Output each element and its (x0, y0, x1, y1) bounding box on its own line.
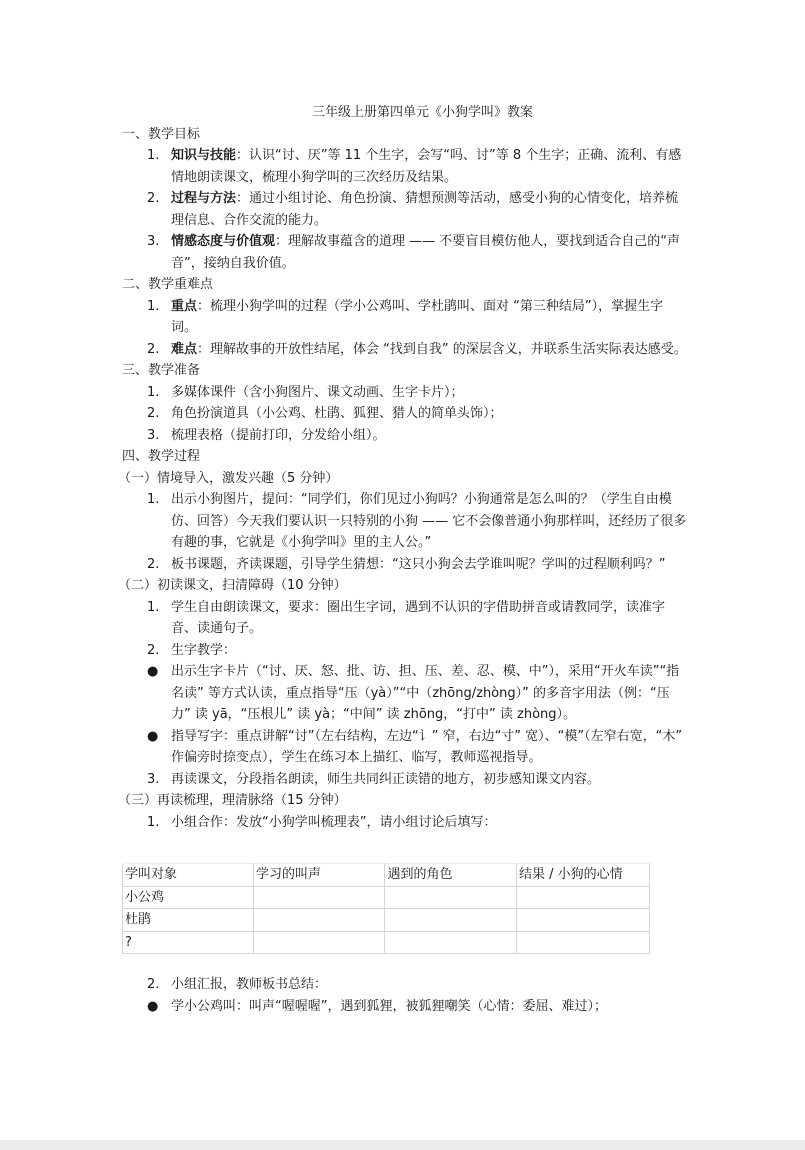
item-text: 板书课题，齐读课题，引导学生猜想：“这只小狗会去学谁叫呢？学叫的过程顺利吗？” (171, 556, 666, 572)
item-label: 难点 (171, 341, 198, 357)
table-row (123, 886, 650, 909)
item-text: 生字教学： (171, 642, 237, 658)
list-item (122, 489, 687, 554)
item-text: ：通过小组讨论、角色扮演、猜想预测等活动，感受小狗的心情变化，培养梳理信息、合作交流的能力。 (171, 191, 679, 228)
bullet-icon: ● (147, 998, 159, 1014)
list-number: 2. (147, 191, 160, 206)
table-row (123, 909, 650, 932)
item-text: 多媒体课件（含小狗图片、课文动画、生字卡片）； (171, 384, 464, 400)
summary-table (122, 863, 650, 954)
table-cell (253, 886, 384, 909)
list-item (122, 597, 687, 640)
list-item (122, 145, 687, 188)
item-label: 情感态度与价值观 (171, 234, 276, 249)
item-text: 小组合作：发放“小狗学叫梳理表”，请小组讨论后填写： (171, 814, 497, 830)
subsection-heading-second-reading: （三）再读梳理，理清脉络（15 分钟） (118, 793, 347, 808)
list-item (122, 231, 687, 274)
list-number: 2. (147, 977, 160, 992)
table-cell (385, 909, 516, 932)
list-number: 1. (147, 384, 160, 400)
list-number: 1. (147, 148, 160, 163)
list-item (122, 812, 687, 834)
list-number: 1. (147, 814, 160, 830)
table-cell (516, 909, 649, 932)
list-item (122, 554, 687, 576)
table-cell (385, 931, 516, 954)
item-label: 重点 (171, 298, 198, 314)
list-number: 1. (147, 599, 160, 615)
table-header-cell: 学习的叫声 (253, 864, 384, 887)
item-text: ：认识“讨、厌”等 11 个生字，会写“吗、讨”等 8 个生字；正确、流利、有感情地朗读课文，梳理小狗学叫的三次经历及结果。 (171, 148, 682, 185)
second-reading-list (122, 812, 687, 834)
section-heading-process: 四、教学过程 (122, 449, 201, 464)
first-reading-list (122, 597, 687, 791)
table-cell (253, 931, 384, 954)
item-text: ：理解故事蕴含的道理 —— 不要盲目模仿他人，要找到适合自己的“声音”，接纳自我价值。 (171, 234, 681, 271)
list-number: 3. (147, 771, 160, 787)
list-number: 3. (147, 234, 160, 249)
bullet-icon: ● (147, 728, 159, 744)
item-text: 角色扮演道具（小公鸡、杜鹃、狐狸、猎人的简单头饰）； (171, 406, 503, 421)
list-number: 3. (147, 427, 160, 443)
item-label: 过程与方法 (171, 191, 237, 206)
table-header-row (123, 864, 650, 887)
document-content (118, 102, 687, 1017)
table-cell: ? (123, 931, 254, 954)
table-header-cell: 结果 / 小狗的心情 (516, 864, 649, 887)
table-cell: 小公鸡 (123, 886, 254, 909)
table-cell (385, 886, 516, 909)
list-number: 1. (147, 492, 160, 507)
list-number: 2. (147, 642, 160, 658)
objectives-list (122, 145, 687, 274)
document-title: 三年级上册第四单元《小狗学叫》教案 (311, 105, 533, 120)
section-heading-objectives: 一、教学目标 (122, 126, 201, 142)
list-item (122, 974, 687, 996)
list-number: 2. (147, 341, 160, 357)
item-text: ：梳理小狗学叫的过程（学小公鸡叫、学杜鹃叫、面对 “第三种结局”），掌握生字词。 (171, 298, 664, 335)
intro-list (122, 489, 687, 575)
list-item (122, 640, 687, 662)
bullet-icon: ● (147, 664, 159, 679)
item-text: 指导写字：重点讲解“讨”（左右结构，左边“讠” 窄，右边“寸” 宽）、“模”（左窄右宽，“木” 作偏旁时捺变点），学生在练习本上描红、临写，教师巡视指导。 (171, 728, 683, 765)
table-cell (516, 931, 649, 954)
item-text: 小组汇报，教师板书总结： (171, 977, 328, 992)
table-header-cell: 学叫对象 (123, 864, 254, 887)
section-heading-preparation: 三、教学准备 (122, 363, 201, 378)
table-cell (516, 886, 649, 909)
table-cell (253, 909, 384, 932)
preparation-list (122, 382, 687, 447)
bullet-item (122, 661, 687, 726)
item-text: 出示生字卡片（“讨、厌、怒、批、访、担、压、差、忍、模、中”），采用“开火车读”“指名读” 等方式认读，重点指导“压（yà）”“中（zhōng/zhòng）” 的多音字用法（例：“压力” 读 yā，“压根儿” 读 yà；“中间” 读 zhōng，“打中” 读 zhòng）。 (171, 664, 680, 722)
key-points-list (122, 296, 687, 361)
list-item (122, 425, 687, 447)
item-text: 出示小狗图片，提问：“同学们，你们见过小狗吗？小狗通常是怎么叫的？（学生自由模仿、回答）今天我们要认识一只特别的小狗 —— 它不会像普通小狗那样叫，还经历了很多有趣的事，它就是《小狗学叫》里的主人公。” (171, 492, 687, 550)
list-number: 2. (147, 556, 160, 572)
item-text: 再读课文，分段指名朗读，师生共同纠正读错的地方，初步感知课文内容。 (171, 771, 601, 787)
list-item (122, 339, 687, 361)
table-cell: 杜鹃 (123, 909, 254, 932)
item-text: ：理解故事的开放性结尾，体会 “找到自我” 的深层含义，并联系生活实际表达感受。 (197, 341, 687, 357)
bullet-item (122, 726, 687, 769)
list-item (122, 188, 687, 231)
list-number: 2. (147, 406, 160, 421)
bullet-item (122, 996, 687, 1018)
summary-list (122, 974, 687, 1017)
item-label: 知识与技能 (171, 148, 237, 163)
section-heading-key-points: 二、教学重难点 (122, 277, 214, 292)
item-text: 梳理表格（提前打印，分发给小组）。 (171, 427, 386, 443)
subsection-heading-intro: （一）情境导入，激发兴趣（5 分钟） (118, 470, 339, 486)
list-item (122, 296, 687, 339)
list-item (122, 382, 687, 404)
list-number: 1. (147, 298, 160, 314)
table-header-cell: 遇到的角色 (385, 864, 516, 887)
item-text: 学小公鸡叫：叫声“喔喔喔”，遇到狐狸，被狐狸嘲笑（心情：委屈、难过）； (171, 998, 607, 1014)
list-item (122, 403, 687, 425)
table-row (123, 931, 650, 954)
item-text: 学生自由朗读课文，要求：圈出生字词，遇到不认识的字借助拼音或请教同学，读准字音、读通句子。 (171, 599, 666, 636)
subsection-heading-first-reading: （二）初读课文，扫清障碍（10 分钟） (118, 578, 347, 593)
list-item (122, 769, 687, 791)
